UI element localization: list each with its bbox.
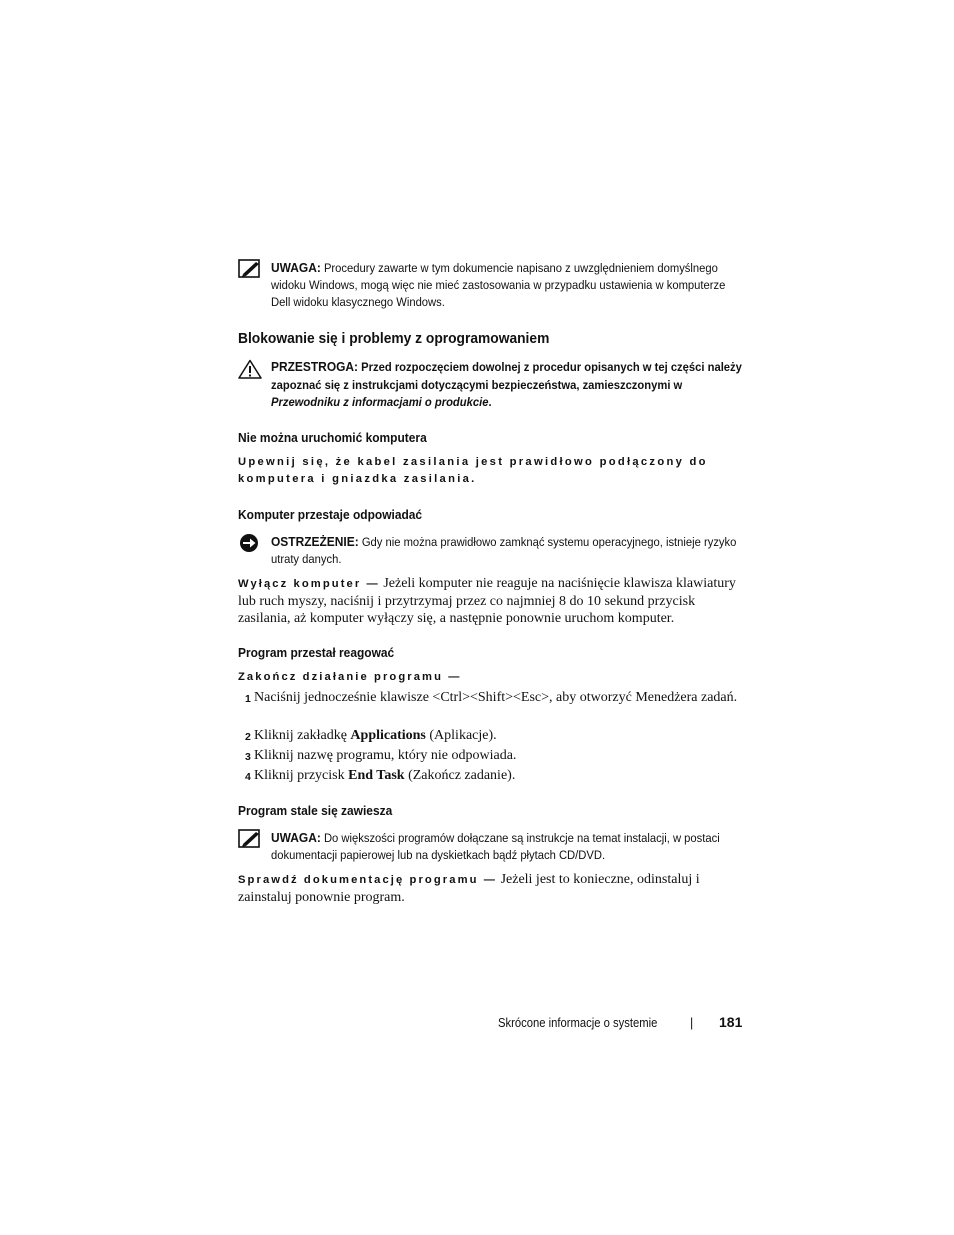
step-item <box>238 767 738 784</box>
subheading-cannot-start: Nie można uruchomić komputera <box>238 430 427 445</box>
caution-italic-ref: Przewodniku z informacjami o produkcie <box>271 395 489 409</box>
footer-separator: | <box>690 1016 694 1030</box>
caution-end: . <box>488 395 492 409</box>
step-item <box>238 727 738 744</box>
warning-triangle-icon <box>238 359 262 379</box>
step-number: 4 <box>245 771 251 783</box>
page-number: 181 <box>719 1014 743 1030</box>
caution-label: PRZESTROGA: <box>271 359 359 374</box>
pencil-note-icon <box>238 829 262 849</box>
note-label: UWAGA: <box>271 260 321 275</box>
step-text-post: (Zakończ zadanie). <box>404 768 516 783</box>
subheading-not-responding: Komputer przestaje odpowiadać <box>238 507 423 522</box>
step-number: 1 <box>245 693 251 705</box>
subheading-program-stopped: Program przestał reagować <box>238 645 395 660</box>
step-text-pre: Kliknij przycisk <box>254 768 349 783</box>
paragraph-check-docs <box>238 871 748 906</box>
caution-text: Przed rozpoczęciem dowolnej z procedur opisanych w tej części należy zapoznać się z instrukcjami dotyczącymi bezpieczeństwa, zamieszczonymi w <box>271 360 742 392</box>
section-heading: Blokowanie się i problemy z oprogramowaniem <box>238 330 550 347</box>
subheading-program-hangs: Program stale się zawiesza <box>238 803 393 818</box>
step-item <box>238 747 738 764</box>
note-uwaga-1 <box>238 259 743 311</box>
body-check-docs: Jeżeli jest to konieczne, odinstaluj i zainstaluj ponownie program. <box>238 872 700 905</box>
step-ui-term: Applications <box>350 728 426 743</box>
step-ui-term: End Task <box>348 768 405 783</box>
pencil-note-icon <box>238 259 262 279</box>
notice-label: OSTRZEŻENIE: <box>271 534 359 549</box>
step-item <box>238 689 738 706</box>
instruction-check-cable: Upewnij się, że kabel zasilania jest prawidłowo podłączony do komputera i gniazdka zasilania. <box>238 456 708 485</box>
body-turn-off: Jeżeli komputer nie reaguje na naciśnięcie klawisza klawiatury lub ruch myszy, naciśnij i przytrzymaj przez co najmniej 8 do 10 sekund przycisk zasilania, aż komputer wyłączy się, a następnie ponownie uruchom komputer. <box>238 576 736 626</box>
paragraph-turn-off <box>238 575 748 627</box>
lead-turn-off: Wyłącz komputer — <box>238 578 380 590</box>
step-number: 3 <box>245 751 251 763</box>
step-text-post: (Aplikacje). <box>425 728 497 743</box>
note-text: Procedury zawarte w tym dokumencie napisano z uwzględnieniem domyślnego widoku Windows, mogą więc nie mieć zastosowania w przypadku ustawienia w komputerze Dell widoku klasycznego Windows. <box>271 261 726 309</box>
step-text: Naciśnij jednocześnie klawisze <Ctrl><Shift><Esc>, aby otworzyć Menedżera zadań. <box>254 690 738 705</box>
footer-section-title: Skrócone informacje o systemie <box>498 1016 658 1030</box>
lead-end-program: Zakończ działanie programu — <box>238 671 462 683</box>
notice-arrow-icon <box>238 533 262 553</box>
step-text: Kliknij nazwę programu, który nie odpowiada. <box>254 748 517 763</box>
note-text: Do większości programów dołączane są instrukcje na temat instalacji, w postaci dokumentacji papierowej lub na dyskietkach bądź płytach CD/DVD. <box>271 831 720 862</box>
note-uwaga-2 <box>238 829 743 864</box>
step-number: 2 <box>245 731 251 743</box>
lead-check-docs: Sprawdź dokumentację programu — <box>238 874 498 886</box>
notice-text: Gdy nie można prawidłowo zamknąć systemu operacyjnego, istnieje ryzyko utraty danych. <box>271 535 737 566</box>
caution-block <box>238 358 743 412</box>
step-text-pre: Kliknij zakładkę <box>254 728 351 743</box>
note-label: UWAGA: <box>271 830 321 845</box>
notice-block <box>238 533 743 568</box>
